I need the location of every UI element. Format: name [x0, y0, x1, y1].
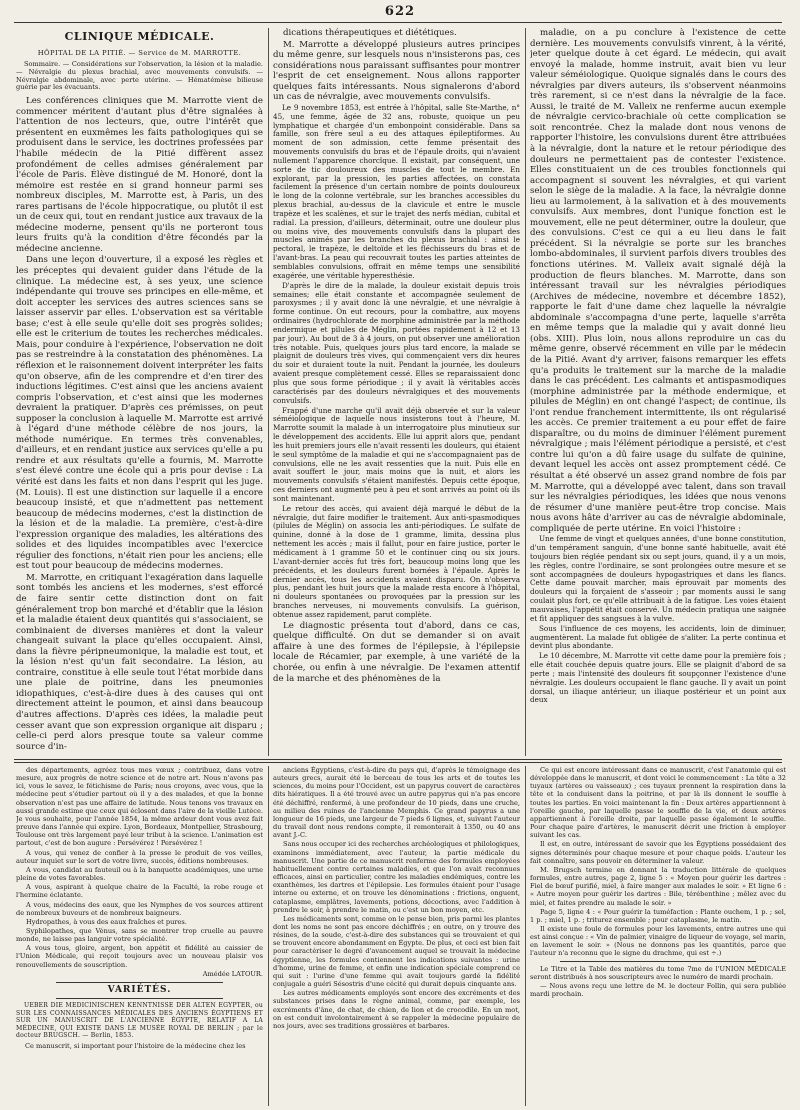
- paragraph: Le 10 décembre, M. Marrotte vit cette dame pour la première fois ; elle était couchée depuis quatre jours. Elle se plaignit d'abord de sa perte ; mais l'intensité des douleurs fit soupçonner l'existence d'une névralgie. Les douleurs occupaient le flanc gauche. Il y avait un point dorsal, un iliaque antérieur, un iliaque postérieur et un point aux deux: [530, 651, 786, 705]
- paragraph: M. Marrotte a développé plusieurs autres principes du même genre, sur lesquels nous n'insisterons pas, ces considérations nous paraissant suffisantes pour montrer l'esprit de cet enseignement. Nous allons rapporter quelques faits intéressants. Nous signalerons d'abord un cas de névralgie, avec mouvements convulsifs.: [273, 39, 520, 103]
- header-rule: [14, 22, 782, 23]
- section-separator: [14, 759, 782, 763]
- paragraph: A vous tous, gloire, argent, bon appétit et fidélité au caissier de l'Union Médicale, qui reçoit toujours avec un nouveau plaisir vos renouvellements de souscription.: [16, 944, 263, 969]
- paragraph: Les autres médicaments employés sont encore des excréments et des substances prises dans le règne animal, comme, par exemple, les excréments d'âne, de chat, de chien, de lion et de crocodile. En un mot, on est conduit involontairement à se rappeler la médecine populaire de nos jours, avec ses traditions grossières et barbares.: [273, 989, 520, 1030]
- divider: [56, 982, 223, 983]
- paragraph: Il est, en outre, intéressant de savoir que les Égyptiens possédaient des signes déterminés pour chaque mesure et pour chaque poids. L'auteur les fait connaître, sans pouvoir en déterminer la valeur.: [530, 840, 786, 865]
- editorial-notes: [530, 965, 786, 999]
- top-column-1: [16, 28, 263, 755]
- paragraph: A vous, candidat au fauteuil ou à la banquette académiques, une urne pleine de votes favorables.: [16, 865, 263, 883]
- top-col2-body: [273, 28, 520, 103]
- paragraph: Les médicaments sont, comme on le pense bien, pris parmi les plantes dont les noms ne sont pas encore déchiffrés ; en outre, on y trouve des résines, de la soude, c'est-à-dire des substances qui se trouvaient et qui se trouvent encore abondamment en Égypte. De plus, et ceci est bien fait pour caractériser le degré d'avancement auquel se trouvait la médecine égyptienne, les formules contiennent les indications suivantes : urine d'homme, urine de femme, et enfin une indication spéciale comprend ce qui suit : l'urine d'une femme qui avait toujours gardé la fidélité conjugale a guéri Sésostris d'une cécité qui durait depuis cinquante ans.: [273, 914, 520, 989]
- varietes-heading: UEBER DIE MEDICINISCHEN KENNTNISSE DER ALTEN EGYPTER, ou SUR LES CONNAISSANCES MÉDICALES DES ANCIENS ÉGYPTIENS ET SUR UN MANUSCRIT DE L'ANCIENNE ÉGYPTE, RELATIF A LA MÉDECINE, QUI EXISTE DANS LE MUSÉE ROYAL DE BERLIN ; par le docteur BRUGSCH. — Berlin, 1853.: [16, 1002, 263, 1040]
- paragraph: D'après le dire de la malade, la douleur existait depuis trois semaines; elle était constante et accompagnée seulement de paroxysmes ; il y avait donc là une névralgie, et une névralgie à forme continue. On eut recours, pour la combattre, aux moyens ordinaires (hydrochlorate de morphine administrée par la méthode endermique et pilules de Méglin, portées rapidement à 12 et 13 par jour). Au bout de 3 à 4 jours, on put observer une amélioration très notable. Puis, quelques jours plus tard encore, la malade se plaignit de douleurs très vives, qui commençaient vers dix heures du soir et duraient toute la nuit. Pendant la journée, les douleurs avaient presque complètement cessé. Elles se reparaissaient donc plus que sous forme périodique ; il y avait là véritables accès caractérisés par des douleurs névralgiques et des mouvements convulsifs.: [273, 280, 520, 405]
- signature: Amédée LATOUR.: [202, 969, 263, 978]
- top-col2-after: [273, 621, 520, 684]
- paragraph: des départements, agréez tous mes vœux ; contribuez, dans votre mesure, aux progrès de notre science et de notre art. Nous n'avons pas ici, vous le savez, le fétichisme de Paris; nous croyons, avec vous, que la médecine peut s'étudier partout où il y a des malades, et que la bonne observation n'est pas une affaire de latitude. Nous tenons vos travaux en aussi grande estime que ceux qui éclosent dans l'aire de la vieille Lutèce. Je vous souhaite, pour l'année 1854, la même ardeur dont vous avez fait preuve dans l'année qui expire. Lyon, Bordeaux, Montpellier, Strasbourg, Toulouse ont très largement payé leur tribut à la science. L'animation est partout, c'est de bon augure : Persévérez ! Persévérez !: [16, 766, 263, 848]
- paragraph: Ce qui est encore intéressant dans ce manuscrit, c'est l'anatomie qui est développée dans le manuscrit, et dont voici le commencement : La tête a 32 tuyaux (artères ou vaisseaux) ; ces tuyaux prennent la respiration dans la tête et la conduisent dans la poitrine, et par là ils donnent le souffle à toutes les parties. En voici maintenant la fin : Deux artères appartiennent à l'oreille gauche, par laquelle passe le souffle de la vie, et deux artères appartiennent à l'oreille droite, par laquelle passe également le souffle. Pour chaque paire d'artères, le manuscrit décrit une friction à employer suivant les cas.: [530, 766, 786, 840]
- section-subtitle: HÔPITAL DE LA PITIÉ. — Service de M. MARROTTE.: [37, 48, 242, 57]
- paragraph: Le Titre et la Table des matières du tome 7me de l'UNION MÉDICALE seront distribués à nos souscripteurs avec le numéro de mardi prochain.: [530, 964, 786, 981]
- paragraph: M. Marrotte, en critiquant l'exagération dans laquelle sont tombés les anciens et les modernes, s'est efforcé de faire sentir cette distinction dont on fait généralement trop bon marché et d'établir que la lésion et la maladie étaient deux quantités qui s'associaient, se combinaient de diverses manières et dont la valeur changeait suivant la place qu'elles occupaient. Ainsi, dans la fièvre péripneumonique, la maladie est tout, et la lésion n'est qu'un fait secondaire. La lésion, au contraire, constitue à elle seule tout l'état morbide dans une plaie de poitrine, dans les pneumonies idiopathiques, c'est-à-dire dues à des causes qui ont directement atteint le poumon, et ainsi dans beaucoup d'autres affections. D'après ces idées, la maladie peut cesser avant que son expression organique ait disparu ; celle-ci perd alors presque toute sa valeur comme source d'in-: [16, 572, 263, 752]
- bottom-col3-body: [530, 766, 786, 958]
- paragraph: Hydropathes, à vous des eaux fraîches et pures.: [26, 917, 187, 926]
- top-column-2: [273, 28, 520, 755]
- bottom-column-1: [16, 766, 263, 1108]
- section-title: CLINIQUE MÉDICALE.: [64, 30, 215, 43]
- divider: [56, 998, 223, 999]
- top-column-3: [530, 28, 786, 755]
- page-number: 622: [384, 4, 416, 19]
- paragraph: Page 5, ligne 4 : « Pour guérir la tuméfaction : Plante ouchem, 1 p. ; sel, 1 p. ; miel, 1 p. ; triturez ensemble ; pour cataplasme, le matin.: [530, 907, 786, 924]
- case-observation-1: [273, 104, 520, 620]
- bottom-column-3: [530, 766, 786, 1108]
- paragraph: Le diagnostic présenta tout d'abord, dans ce cas, quelque difficulté. On dut se demander si on avait affaire à une des formes de l'épilepsie, à l'épilepsie locale de Récamier, par exemple, à une variété de la chorée, ou enfin à une névralgie. De l'examen attentif de la marche et des phénomènes de la: [273, 620, 520, 684]
- paragraph: Syphilopathes, que Vénus, sans se montrer trop cruelle au pauvre monde, ne laisse pas languir votre spécialité.: [16, 926, 263, 944]
- top-col3-body: [530, 28, 786, 534]
- summary: Sommaire. — Considérations sur l'observation, la lésion et la maladie. — Névralgie du plexus brachial, avec mouvements convulsifs. — Névralgie abdominale, avec perte utérine. — Hématémèse bilieuse guérie par les évacuants.: [16, 60, 263, 92]
- paragraph: Le 9 novembre 1853, est entrée à l'hôpital, salle Ste-Marthe, n° 45, une femme, âgée de 32 ans, robuste, quoique un peu lymphatique et chargée d'un embonpoint considérable. Dans sa famille, son frère seul a eu des attaques épileptiformes. Au moment de son admission, cette femme présentait des mouvements convulsifs du bras et de l'épaule droits, qui n'avaient nullement l'apparence chorcïque. Il existait, par conséquent, une sorte de tic douloureux des muscles de tout le membre. En explorant, par la pression, les parties affectées, on constata facilement la présence d'un certain nombre de points douloureux le long de la colonne vertébrale, sur les branches accessibles du plexus brachial, au-dessus de la clavicule et entre le muscle trapèze et les scalènes, et sur le trajet des nerfs médian, cubital et radial. La pression, d'ailleurs, déterminait, outre une douleur plus ou moins vive, des mouvements convulsifs dans la plupart des muscles animés par les branches du plexus brachial : ainsi le pectoral, le trapèze, le deltoïde et les fléchisseurs du bras et de l'avant-bras. La peau qui recouvrait toutes les parties atteintes de semblables convulsions, offrait en même temps une sensibilité exagérée, une véritable hyperesthésie.: [273, 102, 520, 280]
- bottom-column-2: [273, 766, 520, 1108]
- bottom-col2-body: [273, 766, 520, 1030]
- paragraph: M. Brugsch termine en donnant la traduction littérale de quelques formules, entre autres, page 2, ligne 5 : « Moyen pour guérir les dartres : Fiel de bœuf purifié, miel, à faire manger aux malades le soir. » Et ligne 6 : « Autre moyen pour guérir les dartres : Bile, térébenthine ; mêlez avec du miel, et faites prendre au malade le soir. »: [530, 865, 786, 907]
- column-divider: [525, 766, 526, 1106]
- top-col1-body: [16, 96, 263, 752]
- paragraph: anciens Égyptiens, c'est-à-dire du pays qui, d'après le témoignage des auteurs grecs, aurait été le berceau de tous les arts et de toutes les sciences, du moins pour l'Occident, est un papyrus couvert de caractères dits hiératiques. Il a été trouvé avec un autre papyrus qui n'a pas encore été déchiffré, renfermé, à une profondeur de 10 pieds, dans une cruche, au milieu des ruines de l'ancienne Memphis. Ce grand papyrus a une longueur de 16 pieds, une largeur de 7 pieds 6 lignes, et, suivant l'auteur du travail dont nous rendons compte, il remonterait à 1350, ou 40 ans avant J.-C.: [273, 766, 520, 840]
- paragraph: Le retour des accès, qui avaient déjà marqué le début de la névralgie, dut faire modifier le traitement. Aux anti-spasmodiques (pilules de Méglin) on associa les anti-périodiques. Le sulfate de quinine, donné à la dose de 1 gramme, limita, dessina plus nettement les accès ; mais il fallut, pour en faire justice, porter le médicament à 1 gramme 50 et le continuer cinq ou six jours. L'avant-dernier accès fut très fort, beaucoup moins long que les précédents, et les douleurs furent bornées à l'épaule. Après le dernier accès, tous les accidents avaient disparu. On n'observa plus, pendant les huit jours que la malade resta encore à l'hôpital, ni douleurs spontanées ou provoquées par la pression sur les branches nerveuses, ni mouvements convulsifs. La guérison, obtenue assez rapidement, parut complète.: [273, 503, 520, 619]
- paragraph: Les conférences cliniques que M. Marrotte vient de commencer méritent d'autant plus d'être signalées à l'attention de nos lecteurs, que, outre l'intérêt que présentent en euxmêmes les faits pathologiques qui se produisent dans le service, les doctrines professées par l'habile médecin de la Pitié diffèrent assez profondément de celles admises généralement par l'école de Paris. Élève distingué de M. Honoré, dont la mémoire est restée en si grand honneur parmi ses nombreux disciples, M. Marrotte est, à Paris, un des rares partisans de l'école hippocratique, ou plutôt il est un de ceux qui, tout en rendant justice aux travaux de la médecine moderne, pensent qu'ils ne porteront tous leurs fruits qu'à la condition d'être fécondés par la médecine ancienne.: [16, 96, 263, 254]
- paragraph: Sous l'influence de ces moyens, les accidents, loin de diminuer, augmentèrent. La malade fut obligée de s'aliter. La perte continua et devint plus abondante.: [530, 623, 786, 651]
- column-divider: [525, 28, 526, 756]
- paragraph: — Nous avons reçu une lettre de M. le docteur Follin, qui sera publiée mardi prochain.: [530, 981, 786, 999]
- divider: [560, 961, 756, 962]
- bottom-col1-body: [16, 766, 263, 969]
- paragraph: Une femme de vingt et quelques années, d'une bonne constitution, d'un tempérament sanguin, d'une bonne santé habituelle, avait été toujours bien réglée pendant six ou sept jours, quand, il y a un mois, les règles, contre l'ordinaire, se sont prolongées outre mesure et se sont accompagnées de douleurs hypogastriques et dans les flancs. Cette dame pouvait marcher, mais éprouvait par moments des douleurs qui la forçaient de s'asseoir ; par moments aussi le sang coulait plus fort, ce qu'elle attribuait à de la fatigue. Les voies étaient mauvaises, l'appétit était conservé. Un médecin pratiqua une saignée et fit appliquer des sangsues à la vulve.: [530, 534, 786, 623]
- column-divider: [268, 28, 269, 756]
- paragraph: Dans une leçon d'ouverture, il a exposé les règles et les préceptes qui devaient guider dans l'étude de la clinique. La médecine est, à ses yeux, une science indépendante qui trouve ses principes en elle-même, et doit accepter les services des autres sciences sans se laisser asservir par elles. L'observation est sa véritable base; c'est à elle seule qu'elle doit ses progrès solides; elle est le criterium de toutes les recherches médicales. Mais, pour conduire à l'expérience, l'observation ne doit pas se restreindre à la constatation des phénomènes. La réflexion et le raisonnement doivent interpréter les faits qu'on observe, afin de les comprendre et d'en tirer des inductions légitimes. C'est ainsi que les anciens avaient compris l'observation, et c'est ainsi que les modernes devraient la pratiquer. D'après ces prémisses, on peut supposer la conclusion à laquelle M. Marrotte est arrivé à l'égard d'une méthode célèbre de nos jours, la méthode numérique. En termes très convenables, d'ailleurs, et en rendant justice aux services qu'elle a pu rendre et aux résultats qu'elle a fournis, M. Marrotte s'est élevé contre une école qui a pris pour devise : La vérité est dans les faits et non dans l'esprit qui les juge. (M. Louis). Il est une distinction sur laquelle il a encore beaucoup insisté, et que n'admettent pas nettement beaucoup de médecins modernes, c'est la distinction de la lésion et de la maladie. La première, c'est-à-dire l'expression organique des maladies, les altérations des solides et des liquides incompatibles avec l'exercice régulier des fonctions, n'était rien pour les anciens; elle est tout pour beaucoup de médecins modernes.: [16, 255, 263, 572]
- paragraph: dications thérapeutiques et diététiques.: [283, 28, 457, 38]
- paragraph: Il existe une foule de formules pour les lavements, entre autres une qui est ainsi conçue : « Vin de palmier, vinaigre de liqueur de voyage, sel marin, en lavement le soir. » (Nous ne donnons pas les quantités, parce que l'auteur n'a reconnu que le signe du drachme, qui est ÷.): [530, 924, 786, 958]
- varietes-start: Ce manuscrit, si important pour l'histoire de la médecine chez les: [25, 1042, 246, 1051]
- case-observation-2: [530, 535, 786, 705]
- paragraph: A vous, qui venez de confier à la presse le produit de vos veilles, auteur inquiet sur le sort de votre livre, succès, éditions nombreuses.: [16, 848, 263, 865]
- paragraph: Frappé d'une marche qu'il avait déjà observée et sur la valeur séméiologique de laquelle nous insisterons tout à l'heure, M. Marrotte soumit la malade à un interrogatoire plus minutieux sur le développement des accidents. Elle lui apprit alors que, pendant les huit premiers jours elle n'avait ressenti les douleurs, qui étaient le seul symptôme de la maladie et qui ne s'accompagnaient pas de convulsions, elle ne les avait ressenties que la nuit. Puis elle en avait souffert le jour, mais moins que la nuit, et alors les mouvements convulsifs s'étaient manifestés. Depuis cette époque, ces derniers ont augmenté peu à peu et sont arrivés au point où ils sont maintenant.: [273, 405, 520, 503]
- paragraph: maladie, on a pu conclure à l'existence de cette dernière. Les mouvements convulsifs vinrent, à la vérité, jeter quelque doute à cet égard. Le médecin, qui avait envoyé la malade, homme instruit, avait bien vu leur valeur séméiologique. Quoique signalés dans le cours des névralgies par divers auteurs, ils s'observent néanmoins très rarement, si ce n'est dans la névralgie de la face. Aussi, le traité de M. Valleix ne renferme aucun exemple de névralgie cervico-brachiale où cette complication se soit rencontrée. Chez la malade dont nous venons de rapporter l'histoire, les convulsions durent être attribuées à la névralgie, dont la nature et le retour périodique des douleurs ne permettaient pas de contester l'existence. Elles constituaient un de ces troubles fonctionnels qui accompagnent si souvent les névralgies, et qui varient selon le siège de la maladie. A la face, la névralgie donne lieu au larmoiement, à la salivation et à des mouvements convulsifs. Aux membres, dont l'unique fonction est le mouvement, elle ne peut déterminer, outre la douleur, que des convulsions. C'est ce qui a eu lieu dans le fait précédent. Si la névralgie se porte sur les branches lombo-abdominales, il survient parfois divers troubles des fonctions utérines. M. Valleix avait signalé déjà la production de fleurs blanches. M. Marrotte, dans son intéressant travail sur les névralgies périodiques (Archives de médecine, novembre et décembre 1852), rapporte le fait d'une dame chez laquelle la névralgie abdominale s'accompagna d'une perte, laquelle s'arrêta en même temps que la maladie qui y avait donné lieu (obs. XIII). Plus loin, nous allons reproduire un cas du même genre, observé récemment en ville par le médecin de la Pitié. Avant d'y arriver, faisons remarquer les effets qu'a produits le traitement sur la marche de la maladie dans le cas précédent. Les calmants et antispasmodiques (morphine administrée par la méthode endermique, et pilules de Méglin) en ont changé l'aspect; de continue, ils l'ont rendue franchement intermittente, ils ont régularisé les accès. Ce premier traitement a eu pour effet de faire disparaître, ou du moins de diminuer l'élément purement névralgique ; mais l'élément périodique a persisté, et c'est contre lui qu'on a dû faire usage du sulfate de quinine, devant lequel les accès ont assez promptement cédé. Ce résultat a été observé un assez grand nombre de fois par M. Marrotte, qui a développé avec talent, dans son travail sur les névralgies périodiques, les idées que nous venons de résumer d'une manière peut-être trop concise. Mais nous avons hâte d'arriver au cas de névralgie abdominale, compliquée de perte utérine. En voici l'histoire :: [530, 28, 786, 534]
- paragraph: A vous, aspirant à quelque chaire de la Faculté, la robe rouge et l'hermine éclatante.: [16, 883, 263, 900]
- paragraph: A vous, médecins des eaux, que les Nymphes de vos sources attirent de nombreux buveurs et de nombreux baigneurs.: [16, 900, 263, 917]
- paragraph: Sans nous occuper ici des recherches archéologiques et philologiques, examinons immédiatement, avec l'auteur, la partie médicale du manuscrit. Une partie de ce manuscrit renferme des formules employées habituellement contre certaines maladies, et que l'on avait reconnues efficaces, ainsi en particulier, contre les maladies endémiques, contre les exanthèmes, les dartres et l'épilepsie. Les formules étaient pour l'usage interne ou externe, et on trouve les dénominations : frictions, onguent, cataplasme, emplâtres, lavements, potions, décoctions, avec l'addition à prendre le soir, à prendre le matin, ou c'est un bon moyen, etc.: [273, 840, 520, 914]
- column-divider: [268, 766, 269, 1106]
- varietes-title: VARIÉTÉS.: [107, 984, 172, 995]
